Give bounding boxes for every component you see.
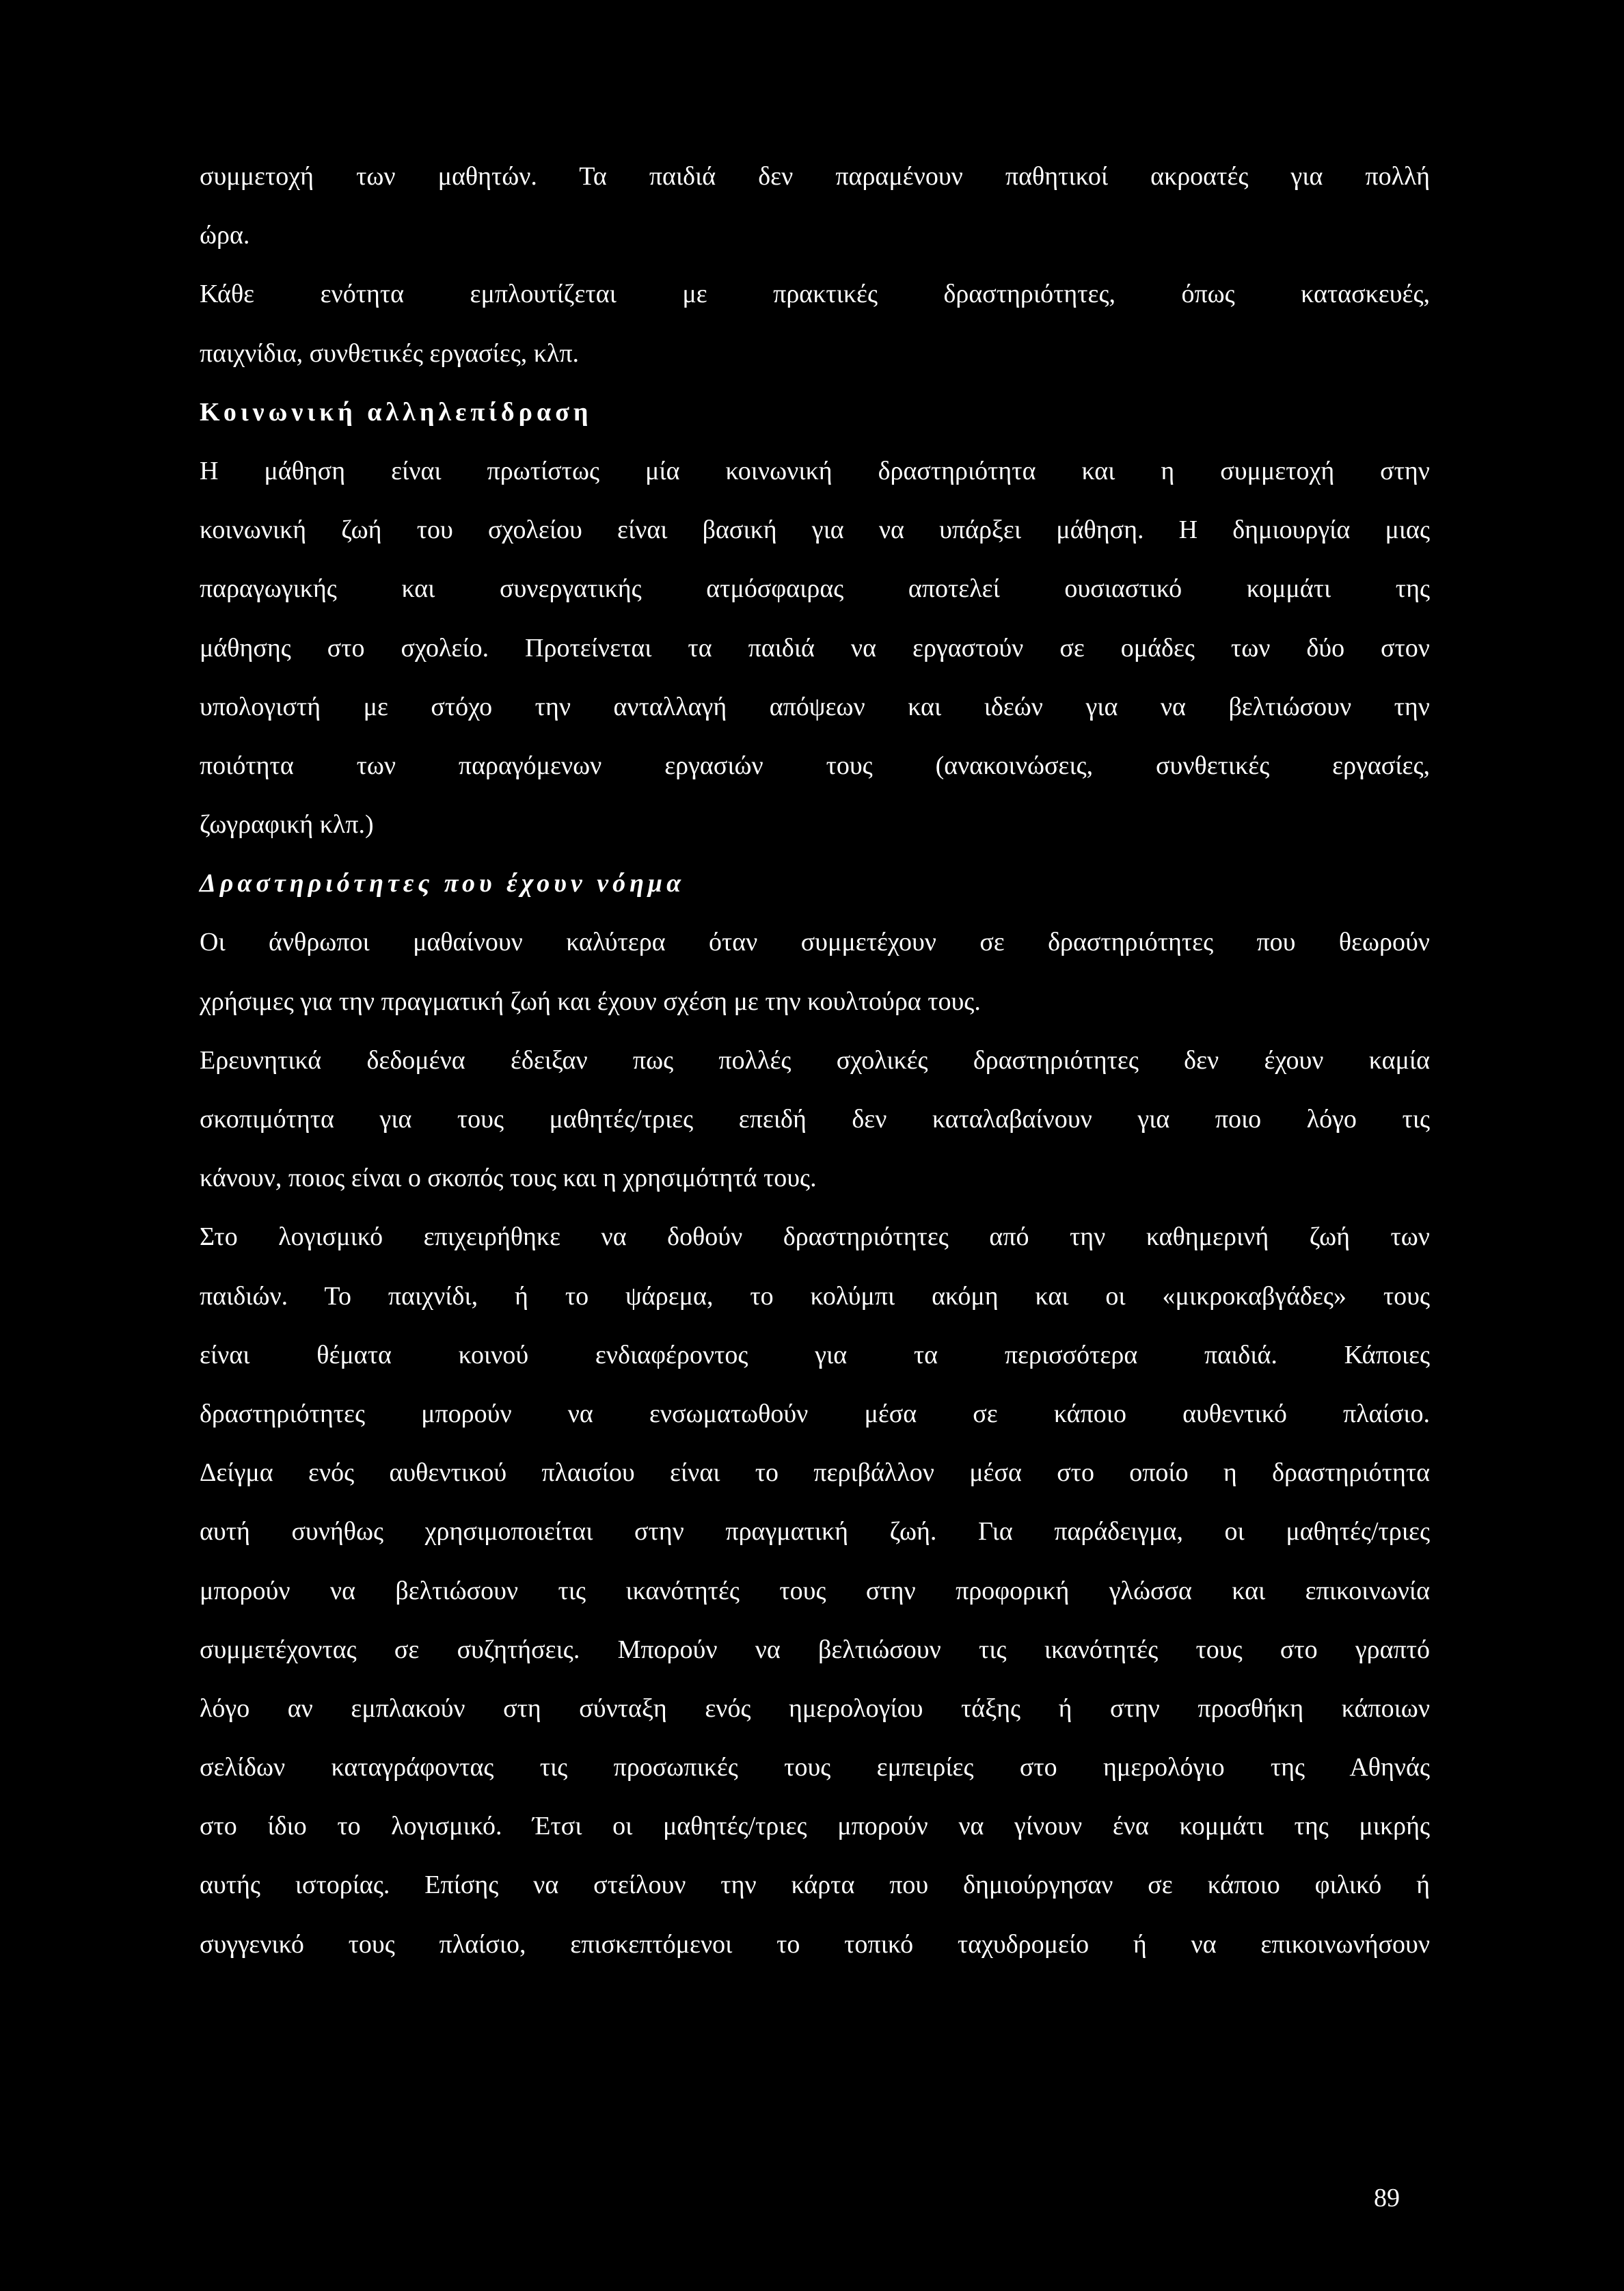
text-line: κάνουν, ποιος είναι ο σκοπός τους και η χρησιμότητά τους. — [200, 1164, 817, 1193]
text-line: Οι άνθρωποι μαθαίνουν καλύτερα όταν συμμετέχουν σε δραστηριότητες που θεωρούν — [200, 928, 1430, 957]
text-line: μάθησης στο σχολείο. Προτείνεται τα παιδιά να εργαστούν σε ομάδες των δύο στον — [200, 633, 1430, 662]
text-line: υπολογιστή με στόχο την ανταλλαγή απόψεων και ιδεών για να βελτιώσουν την — [200, 692, 1430, 721]
text-line: σελίδων καταγράφοντας τις προσωπικές τους εμπειρίες στο ημερολόγιο της Αθηνάς — [200, 1753, 1430, 1782]
body-text — [200, 147, 1430, 1974]
text-line: λόγο αν εμπλακούν στη σύνταξη ενός ημερολογίου τάξης ή στην προσθήκη κάποιων — [200, 1693, 1430, 1723]
text-line: συμμετοχή των μαθητών. Τα παιδιά δεν παραμένουν παθητικοί ακροατές για πολλή — [200, 162, 1430, 191]
text-line: ποιότητα των παραγόμενων εργασιών τους (ανακοινώσεις, συνθετικές εργασίες, — [200, 751, 1430, 780]
text-line: Δείγμα ενός αυθεντικού πλαισίου είναι το περιβάλλον μέσα στο οποίο η δραστηριότητα — [200, 1458, 1430, 1488]
text-line: Στο λογισμικό επιχειρήθηκε να δοθούν δραστηριότητες από την καθημερινή ζωή των — [200, 1222, 1430, 1252]
text-line: Ερευνητικά δεδομένα έδειξαν πως πολλές σχολικές δραστηριότητες δεν έχουν καμία — [200, 1045, 1430, 1075]
text-line: παιδιών. Το παιχνίδι, ή το ψάρεμα, το κολύμπι ακόμη και οι «μικροκαβγάδες» τους — [200, 1281, 1430, 1311]
text-line: αυτή συνήθως χρησιμοποιείται στην πραγματική ζωή. Για παράδειγμα, οι μαθητές/τριες — [200, 1517, 1430, 1546]
text-line: ζωγραφική κλπ.) — [200, 810, 374, 840]
text-line: ώρα. — [200, 221, 250, 250]
text-line: συμμετέχοντας σε συζητήσεις. Μπορούν να βελτιώσουν τις ικανότητές τους στο γραπτό — [200, 1635, 1430, 1664]
text-line: παραγωγικής και συνεργατικής ατμόσφαιρας αποτελεί ουσιαστικό κομμάτι της — [200, 574, 1430, 604]
text-line: συγγενικό τους πλαίσιο, επισκεπτόμενοι το τοπικό ταχυδρομείο ή να επικοινωνήσουν — [200, 1929, 1430, 1959]
text-line: κοινωνική ζωή του σχολείου είναι βασική για να υπάρξει μάθηση. Η δημιουργία μιας — [200, 515, 1430, 545]
page-number: 89 — [1374, 2184, 1400, 2212]
text-line: Κάθε ενότητα εμπλουτίζεται με πρακτικές δραστηριότητες, όπως κατασκευές, — [200, 280, 1430, 309]
text-line: μπορούν να βελτιώσουν τις ικανότητές τους στην προφορική γλώσσα και επικοινωνία — [200, 1576, 1430, 1605]
text-line: δραστηριότητες μπορούν να ενσωματωθούν μέσα σε κάποιο αυθεντικό πλαίσιο. — [200, 1399, 1430, 1428]
text-line: στο ίδιο το λογισμικό. Έτσι οι μαθητές/τριες μπορούν να γίνουν ένα κομμάτι της μικρής — [200, 1812, 1430, 1841]
section-heading-social-interaction: Κοινωνική αλληλεπίδραση — [200, 397, 593, 427]
section-heading-meaningful-activities: Δραστηριότητες που έχουν νόημα — [200, 869, 686, 898]
text-line: σκοπιμότητα για τους μαθητές/τριες επειδή δεν καταλαβαίνουν για ποιο λόγο τις — [200, 1105, 1430, 1134]
text-line: παιχνίδια, συνθετικές εργασίες, κλπ. — [200, 338, 580, 368]
text-line: Η μάθηση είναι πρωτίστως μία κοινωνική δραστηριότητα και η συμμετοχή στην — [200, 456, 1430, 485]
text-line: αυτής ιστορίας. Επίσης να στείλουν την κάρτα που δημιούργησαν σε κάποιο φιλικό ή — [200, 1871, 1430, 1900]
text-line: είναι θέματα κοινού ενδιαφέροντος για τα περισσότερα παιδιά. Κάποιες — [200, 1340, 1430, 1369]
text-line: χρήσιμες για την πραγματική ζωή και έχουν σχέση με την κουλτούρα τους. — [200, 987, 981, 1016]
